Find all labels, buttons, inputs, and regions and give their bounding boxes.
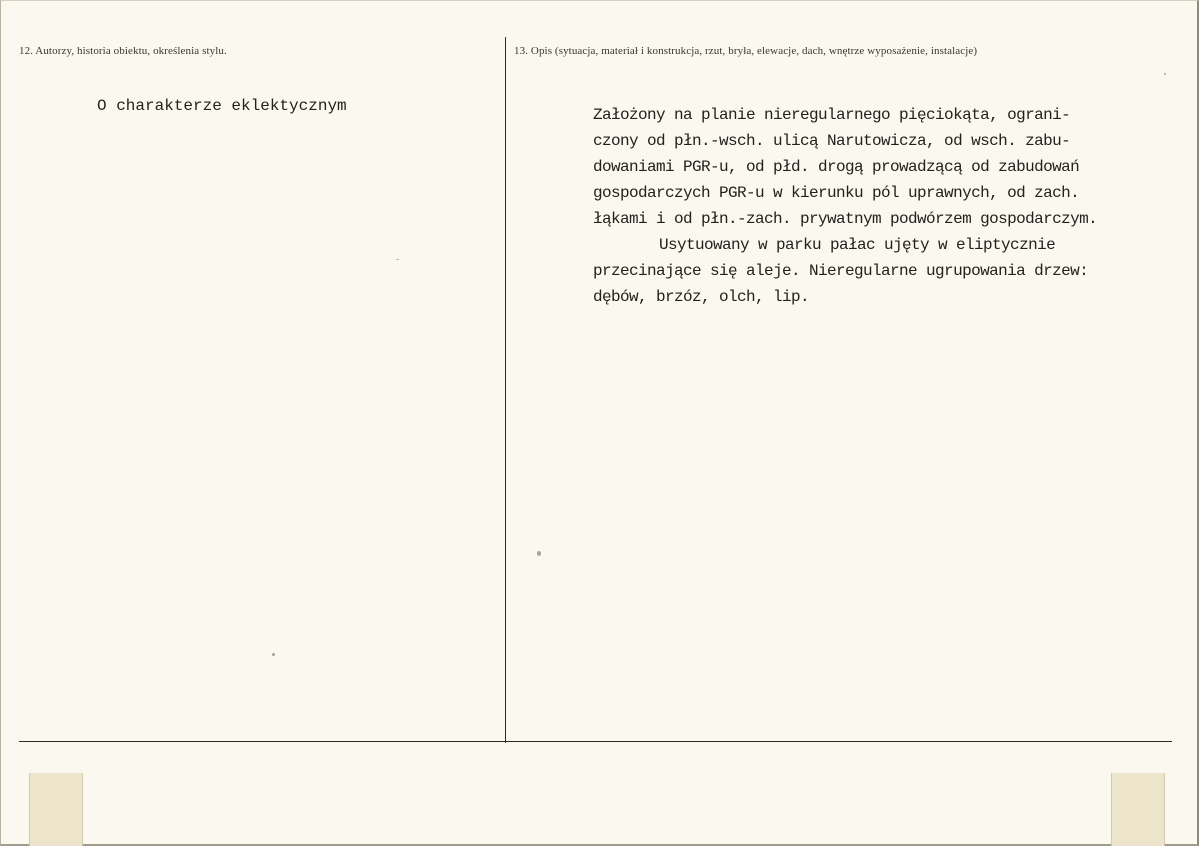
description-line: dowaniami PGR-u, od płd. drogą prowadzącą od zabudowań (593, 158, 1080, 176)
paper-speck (396, 259, 399, 260)
paper-speck (272, 653, 275, 656)
paper-speck (537, 551, 541, 556)
description-line: łąkami i od płn.-zach. prywatnym podwórzem gospodarczym. (593, 210, 1098, 228)
description-line: przecinające się aleje. Nieregularne ugrupowania drzew: (593, 262, 1089, 280)
description-line: gospodarczych PGR-u w kierunku pól uprawnych, od zach. (593, 184, 1080, 202)
paper-speck (1164, 73, 1166, 75)
description-line: czony od płn.-wsch. ulicą Narutowicza, od wsch. zabu- (593, 132, 1071, 150)
binding-tab-right (1111, 773, 1165, 846)
description-line: Założony na planie nieregularnego pięciokąta, ograni- (593, 106, 1071, 124)
section-12-header: 12. Autorzy, historia obiektu, określenia stylu. (19, 45, 227, 57)
description-line: Usytuowany w parku pałac ujęty w eliptycznie (659, 236, 1056, 254)
binding-tab-left (29, 773, 83, 846)
description-line: dębów, brzóz, olch, lip. (593, 288, 810, 306)
bottom-rule (19, 741, 1172, 742)
section-13-header: 13. Opis (sytuacja, materiał i konstrukcja, rzut, bryła, elewacje, dach, wnętrze wyposażenie, instalacje) (514, 45, 978, 57)
section-13-text (593, 102, 1163, 310)
column-divider (505, 37, 506, 743)
section-12-text: O charakterze eklektycznym (97, 97, 347, 115)
